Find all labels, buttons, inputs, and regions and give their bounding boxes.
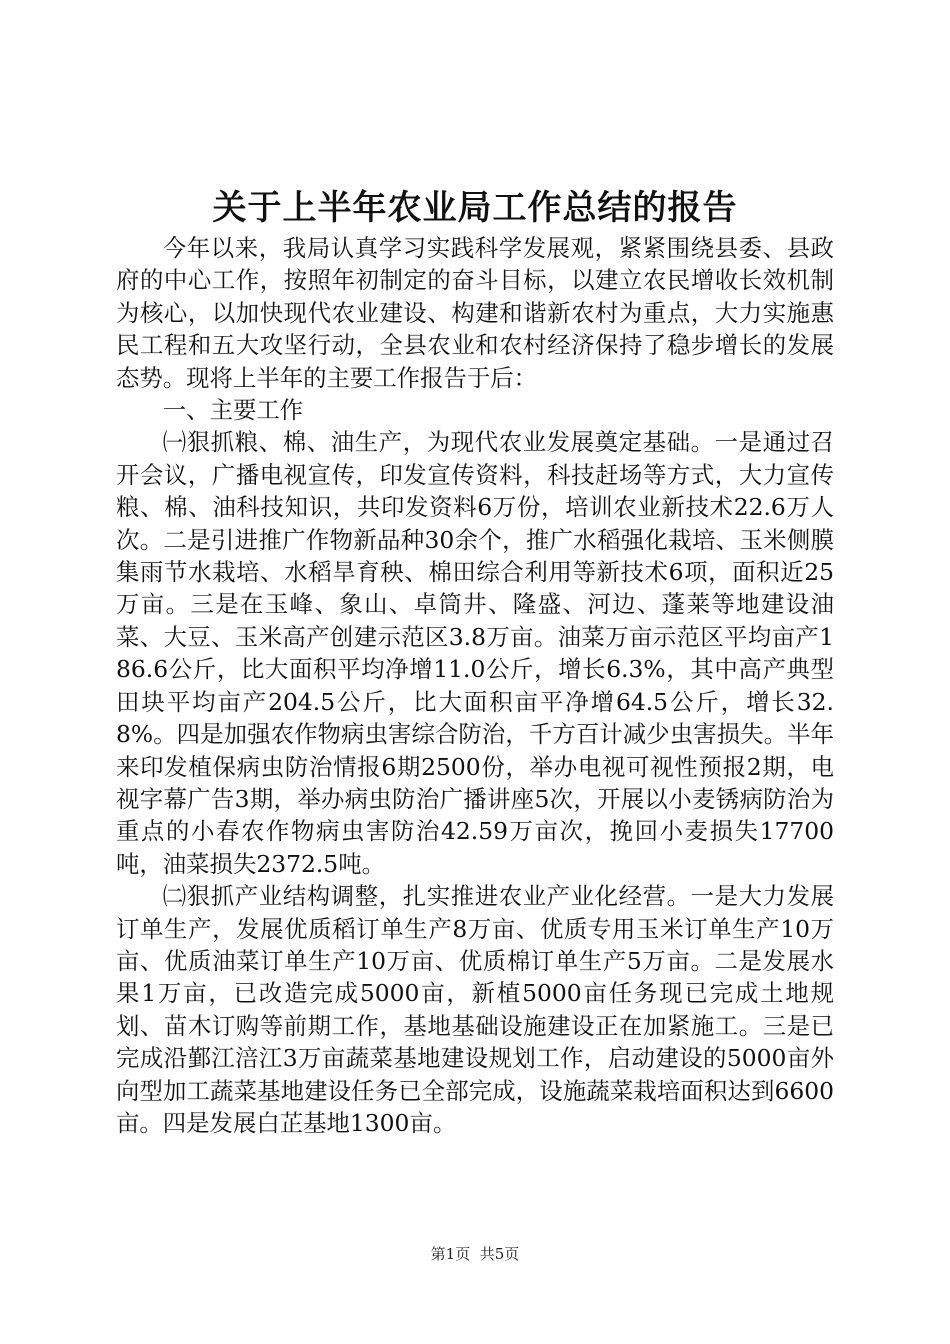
paragraph-industry-structure: ㈡狠抓产业结构调整，扎实推进农业产业化经营。一是大力发展订单生产，发展优质稻订单生产8万亩、优质专用玉米订单生产10万亩、优质油菜订单生产10万亩、优质棉订单生产5万亩。二是发展水果1万亩，已改造完成5000亩，新植5000亩任务现已完成土地规划、苗木订购等前期工作，基地基础设施建设正在加紧施工。三是已完成沿鄞江涪江3万亩蔬菜基地建设规划工作，启动建设的5000亩外向型加工蔬菜基地建设任务已全部完成，设施蔬菜栽培面积达到6600亩。四是发展白芷基地1300亩。 — [116, 882, 834, 1137]
page-number: 第1页 — [430, 1245, 471, 1263]
paragraph-grain-cotton-oil: ㈠狠抓粮、棉、油生产，为现代农业发展奠定基础。一是通过召开会议，广播电视宣传，印发宣传资料，科技赶场等方式，大力宣传粮、棉、油科技知识，共印发资料6万份，培训农业新技术22.6万人次。二是引进推广作物新品种30余个，推广水稻强化栽培、玉米侧膜集雨节水栽培、水稻旱育秧、棉田综合利用等新技术6项，面积近25万亩。三是在玉峰、象山、卓筒井、隆盛、河边、蓬莱等地建设油菜、大豆、玉米高产创建示范区3.8万亩。油菜万亩示范区平均亩产186.6公斤，比大面积平均净增11.0公斤，增长6.3%，其中高产典型田块平均亩产204.5公斤，比大面积亩平净增64.5公斤，增长32.8%。四是加强农作物病虫害综合防治，千方百计减少虫害损失。半年来印发植保病虫防治情报6期2500份，举办电视可视性预报2期，电视字幕广告3期，举办病虫防治广播讲座5次，开展以小麦锈病防治为重点的小春农作物病虫害防治42.59万亩次，挽回小麦损失17700吨，油菜损失2372.5吨。 — [116, 428, 834, 878]
document-title: 关于上半年农业局工作总结的报告 — [212, 188, 738, 228]
intro-paragraph: 今年以来，我局认真学习实践科学发展观，紧紧围绕县委、县政府的中心工作，按照年初制定的奋斗目标，以建立农民增收长效机制为核心，以加快现代农业建设、构建和谐新农村为重点，大力实施惠民工程和五大攻坚行动，全县农业和农村经济保持了稳步增长的发展态势。现将上半年的主要工作报告于后： — [116, 234, 834, 392]
footer-gap — [470, 1245, 480, 1263]
page-footer — [0, 1244, 950, 1264]
section-heading-main-work: 一、主要工作 — [162, 396, 304, 425]
page-total: 共5页 — [479, 1245, 520, 1263]
document-body — [116, 232, 834, 1139]
